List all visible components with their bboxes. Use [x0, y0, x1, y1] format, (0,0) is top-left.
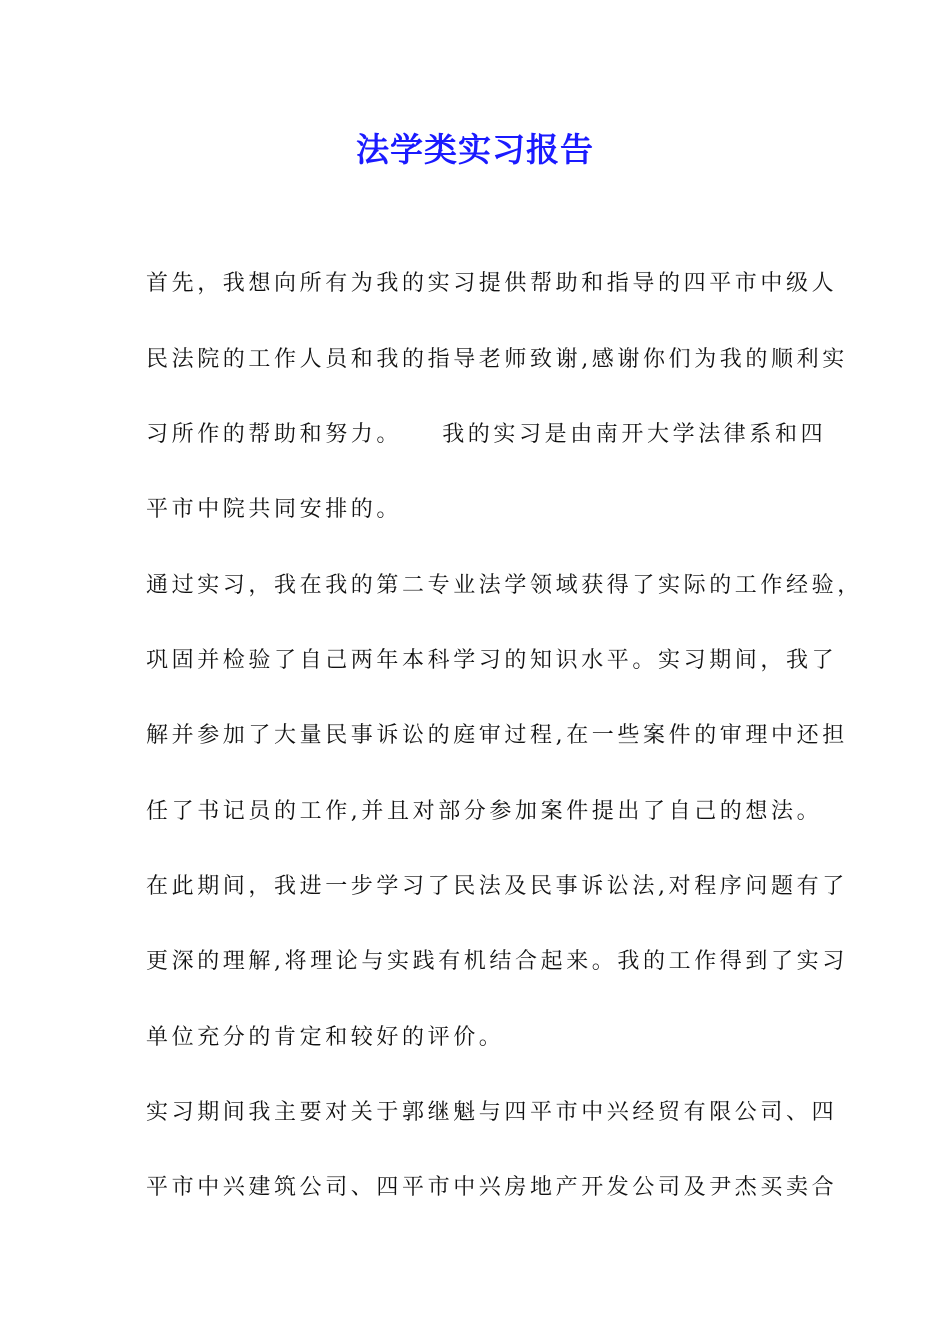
- body-line: 平市中院共同安排的。: [146, 497, 403, 522]
- body-line: 实习期间我主要对关于郭继魁与四平市中兴经贸有限公司、四: [146, 1100, 838, 1125]
- body-line: 习所作的帮助和努力。 我的实习是由南开大学法律系和四: [146, 422, 827, 447]
- body-line: 首先，我想向所有为我的实习提供帮助和指导的四平市中级人: [146, 271, 838, 296]
- body-line: 在此期间，我进一步学习了民法及民事诉讼法,对程序问题有了: [146, 874, 848, 899]
- body-line: 民法院的工作人员和我的指导老师致谢,感谢你们为我的顺利实: [146, 347, 848, 372]
- body-line: 解并参加了大量民事诉讼的庭审过程,在一些案件的审理中还担: [146, 723, 848, 748]
- body-line: 通过实习，我在我的第二专业法学领域获得了实际的工作经验，: [146, 573, 863, 598]
- body-line: 更深的理解,将理论与实践有机结合起来。我的工作得到了实习: [146, 949, 848, 974]
- body-line: 单位充分的肯定和较好的评价。: [146, 1025, 505, 1050]
- body-line: 任了书记员的工作,并且对部分参加案件提出了自己的想法。: [146, 799, 823, 824]
- body-line: 巩固并检验了自己两年本科学习的知识水平。实习期间，我了: [146, 648, 838, 673]
- body-line: 平市中兴建筑公司、四平市中兴房地产开发公司及尹杰买卖合: [146, 1175, 838, 1200]
- document-title: 法学类实习报告: [356, 130, 594, 169]
